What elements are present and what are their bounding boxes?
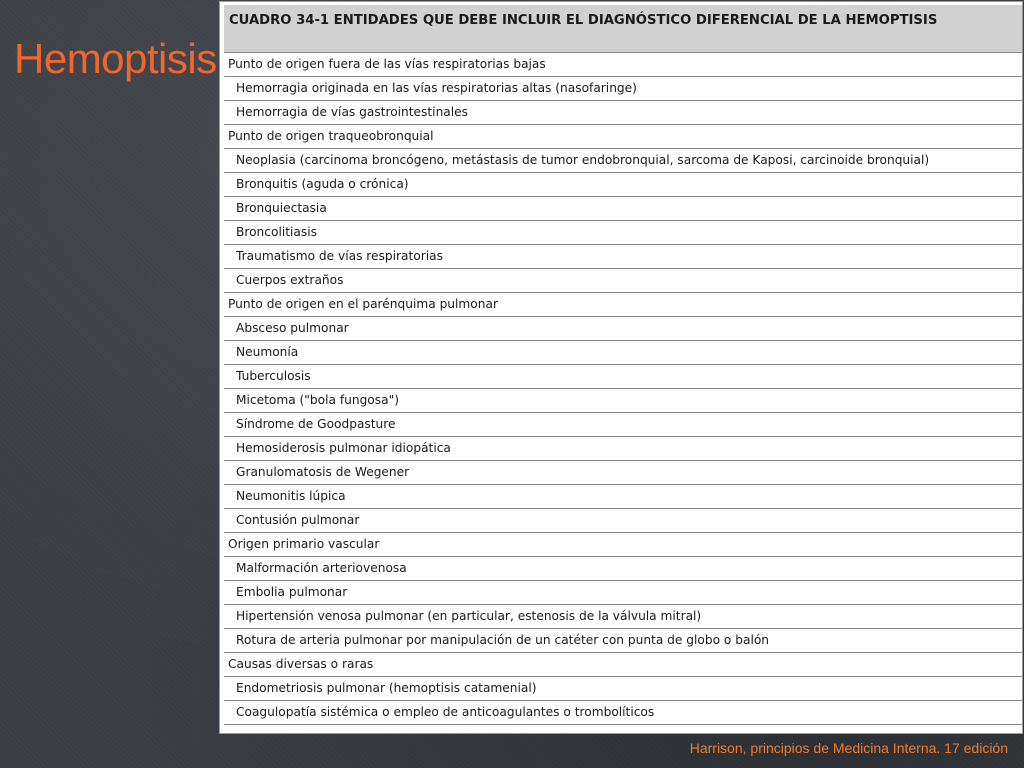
table-body bbox=[224, 5, 1022, 733]
table-row: Broncolitiasis bbox=[224, 221, 1022, 245]
table-row: Micetoma ("bola fungosa") bbox=[224, 389, 1022, 413]
table-row: Hemosiderosis pulmonar idiopática bbox=[224, 437, 1022, 461]
table-row: Bronquitis (aguda o crónica) bbox=[224, 173, 1022, 197]
table-row: Neoplasia (carcinoma broncógeno, metástasis de tumor endobronquial, sarcoma de Kaposi, carcinoide bronquial) bbox=[224, 149, 1022, 173]
table-category-row: Punto de origen en el parénquima pulmonar bbox=[224, 293, 1022, 317]
table-row: Contusión pulmonar bbox=[224, 509, 1022, 533]
table-row: Hipertensión venosa pulmonar (en particular, estenosis de la válvula mitral) bbox=[224, 605, 1022, 629]
table-row: Tuberculosis bbox=[224, 365, 1022, 389]
table-category-row: Causas diversas o raras bbox=[224, 653, 1022, 677]
table-rows bbox=[224, 53, 1022, 725]
table-header: CUADRO 34-1 ENTIDADES QUE DEBE INCLUIR EL DIAGNÓSTICO DIFERENCIAL DE LA HEMOPTISIS bbox=[224, 5, 1022, 53]
table-row: Neumonitis lúpica bbox=[224, 485, 1022, 509]
table-row: Absceso pulmonar bbox=[224, 317, 1022, 341]
table-category-row: Punto de origen fuera de las vías respiratorias bajas bbox=[224, 53, 1022, 77]
table-row: Coagulopatía sistémica o empleo de anticoagulantes o trombolíticos bbox=[224, 701, 1022, 725]
table-row: Embolia pulmonar bbox=[224, 581, 1022, 605]
table-row: Síndrome de Goodpasture bbox=[224, 413, 1022, 437]
table-row: Rotura de arteria pulmonar por manipulación de un catéter con punta de globo o balón bbox=[224, 629, 1022, 653]
footer-citation: Harrison, principios de Medicina Interna. 17 edición bbox=[689, 740, 1008, 756]
table-row: Hemorragia de vías gastrointestinales bbox=[224, 101, 1022, 125]
table-row: Bronquiectasia bbox=[224, 197, 1022, 221]
table-row: Hemorragia originada en las vías respiratorias altas (nasofaringe) bbox=[224, 77, 1022, 101]
table-row: Endometriosis pulmonar (hemoptisis catamenial) bbox=[224, 677, 1022, 701]
table-row: Granulomatosis de Wegener bbox=[224, 461, 1022, 485]
differential-diagnosis-table bbox=[220, 2, 1022, 733]
slide-title: Hemoptisis bbox=[14, 35, 217, 82]
table-category-row: Punto de origen traqueobronquial bbox=[224, 125, 1022, 149]
table-row: Cuerpos extraños bbox=[224, 269, 1022, 293]
table-row: Traumatismo de vías respiratorias bbox=[224, 245, 1022, 269]
table-category-row: Origen primario vascular bbox=[224, 533, 1022, 557]
table-row: Malformación arteriovenosa bbox=[224, 557, 1022, 581]
table-row: Neumonía bbox=[224, 341, 1022, 365]
